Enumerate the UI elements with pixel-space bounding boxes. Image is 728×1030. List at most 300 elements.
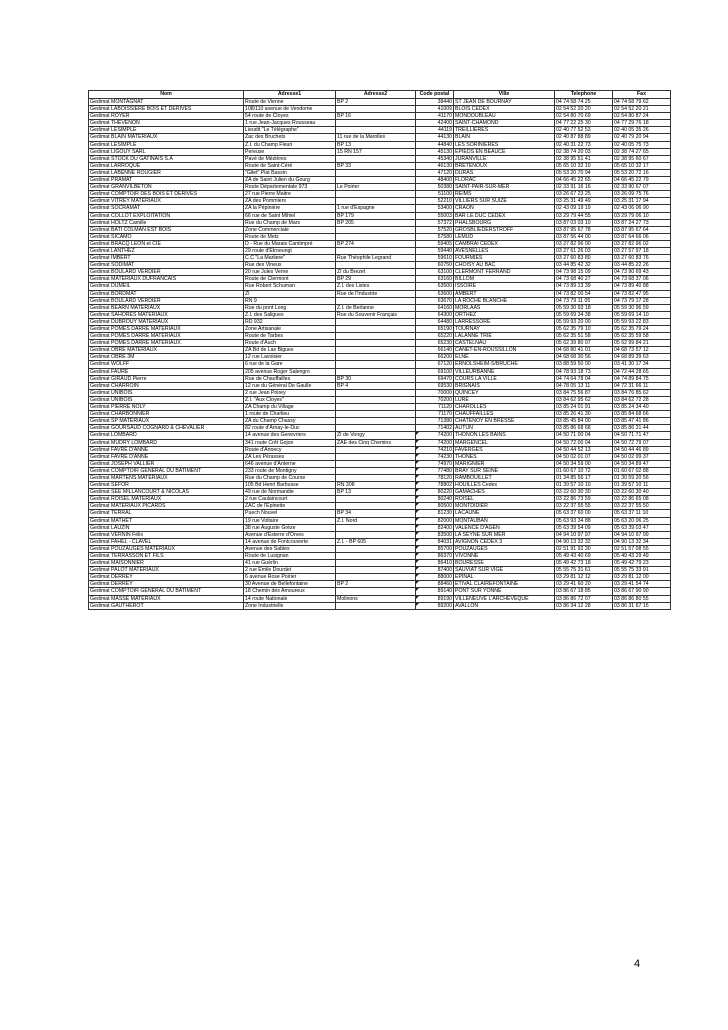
cell-adresse2 <box>336 318 416 325</box>
postal-code-text: 64480 <box>437 318 452 325</box>
cell-code-postal <box>416 517 454 524</box>
cell-adresse2 <box>336 545 416 552</box>
cell-adresse2 <box>336 262 416 269</box>
cell-adresse1: 18 Chemin des Amoureux <box>244 588 336 595</box>
table-row <box>89 226 671 233</box>
cell-ville: ORTHEZ <box>454 311 555 318</box>
table-row <box>89 318 671 325</box>
cell-fax: 05 59 69 14 10 <box>613 311 671 318</box>
cell-ville: MONDOUBLEAU <box>454 113 555 120</box>
cell-adresse2: Rue du Souvenir Français <box>336 311 416 318</box>
cell-adresse1: 2 rue Emile Dourdet <box>244 567 336 574</box>
cell-fax: 04 73 68 37 06 <box>613 276 671 283</box>
cell-fax: 04 68 89 39 63 <box>613 354 671 361</box>
cell-code-postal <box>416 489 454 496</box>
cell-fax: 03 86 67 90 90 <box>613 588 671 595</box>
cell-code-postal <box>416 297 454 304</box>
cell-adresse1: Rue de Chauffailles <box>244 375 336 382</box>
cell-nom: Gedimat JOSEPH VALLIER <box>89 460 244 467</box>
cell-adresse1: "Gilet" Plat Bassin <box>244 169 336 176</box>
cell-telephone: 04 78 93 18 73 <box>555 368 613 375</box>
postal-code-text: 59610 <box>437 255 452 262</box>
cell-nom: Gedimat COMPTOIR GENERAL DU BATIMENT <box>89 588 244 595</box>
cell-adresse2 <box>336 198 416 205</box>
table-row <box>89 510 671 517</box>
cell-nom: Gedimat SEFOR <box>89 482 244 489</box>
cell-telephone: 04 90 13 32 32 <box>555 538 613 545</box>
cell-nom: Gedimat FAHEL - CLAVEL <box>89 538 244 545</box>
postal-code-text: 74200 <box>437 439 452 446</box>
cell-adresse1: 38 rue Auguste Grèze <box>244 524 336 531</box>
cell-fax: 04 72 44 28 65 <box>613 368 671 375</box>
cell-fax: 03 87 95 67 64 <box>613 226 671 233</box>
cell-adresse1: ZA de Saint Julien du Gourg <box>244 177 336 184</box>
cell-telephone: 03 27 60 83 80 <box>555 255 613 262</box>
cell-telephone: 03 87 03 03 10 <box>555 219 613 226</box>
cell-nom: Gedimat MASSE MATERIAUX <box>89 595 244 602</box>
cell-adresse2 <box>336 446 416 453</box>
cell-nom: Gedimat THEVENON <box>89 120 244 127</box>
cell-adresse2: BP 29 <box>336 276 416 283</box>
cell-adresse1: Route d'Annecy <box>244 446 336 453</box>
cell-code-postal <box>416 531 454 538</box>
cell-telephone: 04 50 02 01 07 <box>555 453 613 460</box>
cell-adresse1: 12 rue Lavoisier <box>244 354 336 361</box>
cell-ville: LACAUNE <box>454 510 555 517</box>
cell-adresse1: 20 rue Jules Verne <box>244 269 336 276</box>
cell-adresse1: 2 rue Jean Poirey <box>244 389 336 396</box>
cell-nom: Gedimat OBRE MATERIAUX <box>89 347 244 354</box>
cell-nom: Gedimat ROYER <box>89 113 244 120</box>
cell-ville: ISSOIRE <box>454 283 555 290</box>
cell-ville: PONT SUR YONNE <box>454 588 555 595</box>
table-row <box>89 389 671 396</box>
table-row <box>89 240 671 247</box>
cell-adresse1: Route de Tarbes <box>244 333 336 340</box>
cell-nom: Gedimat BORDMAT <box>89 290 244 297</box>
postal-code-text: 67120 <box>437 361 452 368</box>
cell-adresse1: Lieudit "Le Télégraphe" <box>244 127 336 134</box>
cell-adresse2 <box>336 155 416 162</box>
cell-code-postal <box>416 127 454 134</box>
cell-fax: 05 65 10 32 17 <box>613 162 671 169</box>
cell-ville: LALANNE TRIE <box>454 333 555 340</box>
cell-fax: 03 85 47 41 86 <box>613 418 671 425</box>
cell-fax: 02 43 06 06 90 <box>613 205 671 212</box>
cell-telephone: 03 84 62 95 62 <box>555 396 613 403</box>
cell-fax: 04 66 45 22 79 <box>613 177 671 184</box>
cell-code-postal <box>416 141 454 148</box>
cell-ville: THONES <box>454 453 555 460</box>
cell-ville: BLOIS CEDEX <box>454 106 555 113</box>
cell-nom: Gedimat UNIBOIS <box>89 389 244 396</box>
cell-adresse2: RN 308 <box>336 482 416 489</box>
table-row <box>89 432 671 439</box>
cell-nom: Gedimat BEARN MATERIAUX <box>89 304 244 311</box>
cell-ville: MONTDIDIER <box>454 503 555 510</box>
cell-fax: 02 51 57 08 55 <box>613 545 671 552</box>
cell-telephone: 02 51 91 92 30 <box>555 545 613 552</box>
cell-nom: Gedimat VITREY MATERIAUX <box>89 198 244 205</box>
cell-nom: Gedimat GRANVILBETON <box>89 184 244 191</box>
postal-code-text: 45340 <box>437 155 452 162</box>
cell-adresse2: Molinons <box>336 595 416 602</box>
flag-marker-icon <box>416 560 419 563</box>
cell-fax: 05 59 93 22 83 <box>613 318 671 325</box>
table-row <box>89 283 671 290</box>
flag-marker-icon <box>416 518 419 521</box>
cell-nom: Gedimat COLLOT EXPLOITATION <box>89 212 244 219</box>
cell-adresse1: ZA la Pépinière <box>244 205 336 212</box>
cell-telephone: 03 85 45 84 00 <box>555 418 613 425</box>
cell-telephone: 03 25 31 49 49 <box>555 198 613 205</box>
cell-code-postal <box>416 553 454 560</box>
cell-adresse1: Rue du pont Long <box>244 304 336 311</box>
table-row <box>89 99 671 106</box>
cell-code-postal <box>416 545 454 552</box>
table-row <box>89 503 671 510</box>
table-row <box>89 567 671 574</box>
cell-telephone: 04 50 72 00 04 <box>555 439 613 446</box>
cell-telephone: 03 85 24 01 91 <box>555 404 613 411</box>
flag-marker-icon <box>416 574 419 577</box>
flag-marker-icon <box>416 496 419 499</box>
cell-telephone: 04 78 05 13 11 <box>555 382 613 389</box>
cell-adresse2: Z.I. Nord <box>336 517 416 524</box>
cell-adresse1: ZAC de l'Epinette <box>244 503 336 510</box>
cell-ville: FOURMIES <box>454 255 555 262</box>
cell-telephone: 05 63 37 60 00 <box>555 510 613 517</box>
cell-telephone: 04 68 68 30 56 <box>555 354 613 361</box>
cell-adresse1: 29 route d'Etroeungt <box>244 247 336 254</box>
cell-code-postal <box>416 169 454 176</box>
cell-adresse2: 1 rue d'Espagne <box>336 205 416 212</box>
table-row <box>89 354 671 361</box>
cell-telephone: 05 62 39 80 07 <box>555 340 613 347</box>
cell-ville: ST JEAN DE BOURNAY <box>454 99 555 106</box>
cell-telephone: 05 49 42 73 18 <box>555 560 613 567</box>
cell-telephone: 02 54 80 70 69 <box>555 113 613 120</box>
table-row <box>89 496 671 503</box>
cell-adresse2: BP 13 <box>336 141 416 148</box>
cell-code-postal <box>416 446 454 453</box>
postal-code-text: 71120 <box>437 404 452 411</box>
table-row <box>89 411 671 418</box>
cell-code-postal <box>416 333 454 340</box>
cell-fax: 03 22 86 65 08 <box>613 496 671 503</box>
table-row <box>89 198 671 205</box>
cell-code-postal <box>416 219 454 226</box>
postal-code-text: 46130 <box>437 162 452 169</box>
cell-adresse2 <box>336 524 416 531</box>
cell-adresse1: 205 avenue Roger Salengro <box>244 368 336 375</box>
cell-adresse2 <box>336 560 416 567</box>
cell-telephone: 03 85 86 68 68 <box>555 425 613 432</box>
postal-code-text: 71170 <box>437 411 452 418</box>
table-row <box>89 219 671 226</box>
cell-adresse2: BP 205 <box>336 219 416 226</box>
cell-fax: 03 84 76 85 62 <box>613 389 671 396</box>
cell-fax: 03 27 60 83 76 <box>613 255 671 262</box>
postal-code-text: 78120 <box>437 474 452 481</box>
postal-code-text: 50380 <box>437 184 452 191</box>
cell-ville: POUZAUGES <box>454 545 555 552</box>
cell-telephone: 05 49 43 40 69 <box>555 553 613 560</box>
postal-code-text: 63160 <box>437 276 452 283</box>
postal-code-text: 59405 <box>437 240 452 247</box>
cell-code-postal <box>416 198 454 205</box>
cell-adresse2: BP 16 <box>336 113 416 120</box>
cell-ville: AVIGNON CEDEX 3 <box>454 538 555 545</box>
header-ville: Ville <box>454 91 555 99</box>
cell-ville: QUINCEY <box>454 389 555 396</box>
cell-ville: COURS LA VILLE <box>454 375 555 382</box>
cell-adresse1: Rue Robert Schuman <box>244 283 336 290</box>
cell-nom: Gedimat SODIMAT <box>89 262 244 269</box>
cell-fax: 01 39 57 10 11 <box>613 482 671 489</box>
cell-fax: 04 77 29 76 18 <box>613 120 671 127</box>
cell-telephone: 05 59 93 20 00 <box>555 318 613 325</box>
cell-ville: LA SEYNE SUR MER <box>454 531 555 538</box>
cell-nom: Gedimat COMPTOIR GENERAL DU BATIMENT <box>89 467 244 474</box>
cell-fax: 05 53 20 72 16 <box>613 169 671 176</box>
cell-telephone: 03 29 81 12 12 <box>555 574 613 581</box>
cell-code-postal <box>416 510 454 517</box>
cell-code-postal <box>416 191 454 198</box>
postal-code-text: 65220 <box>437 333 452 340</box>
cell-nom: Gedimat LANTHEZ <box>89 247 244 254</box>
cell-code-postal <box>416 212 454 219</box>
cell-adresse2: BP 30 <box>336 375 416 382</box>
postal-code-text: 59440 <box>437 247 452 254</box>
cell-fax: 05 63 20 06 25 <box>613 517 671 524</box>
table-row <box>89 255 671 262</box>
flag-marker-icon <box>416 546 419 549</box>
cell-telephone: 03 27 61 26 03 <box>555 247 613 254</box>
cell-code-postal <box>416 503 454 510</box>
cell-adresse1: 14 route Nationale <box>244 595 336 602</box>
cell-fax: 04 50 44 46 89 <box>613 446 671 453</box>
cell-code-postal <box>416 233 454 240</box>
postal-code-text: 52210 <box>437 198 452 205</box>
cell-code-postal <box>416 177 454 184</box>
cell-fax: 05 62 35 79 24 <box>613 326 671 333</box>
cell-telephone: 05 53 20 70 94 <box>555 169 613 176</box>
postal-code-text: 78802 <box>437 482 452 489</box>
cell-fax: 04 50 72 79 07 <box>613 439 671 446</box>
table-row <box>89 439 671 446</box>
flag-marker-icon <box>416 553 419 556</box>
cell-telephone: 01 34 85 56 17 <box>555 474 613 481</box>
cell-code-postal <box>416 205 454 212</box>
cell-fax: 04 90 13 32 34 <box>613 538 671 545</box>
cell-code-postal <box>416 340 454 347</box>
cell-adresse1: Route de Vienne <box>244 99 336 106</box>
cell-ville: TREILLIERES <box>454 127 555 134</box>
cell-code-postal <box>416 560 454 567</box>
flag-marker-icon <box>416 475 419 478</box>
flag-marker-icon <box>416 440 419 443</box>
cell-ville: HOUILLES Cedex <box>454 482 555 489</box>
cell-code-postal <box>416 347 454 354</box>
cell-code-postal <box>416 361 454 368</box>
postal-code-text: 82400 <box>437 524 452 531</box>
cell-code-postal <box>416 226 454 233</box>
table-row <box>89 581 671 588</box>
postal-code-text: 89200 <box>437 602 452 609</box>
cell-nom: Gedimat GOURSAUD COGNARD & CHEVALIER <box>89 425 244 432</box>
cell-ville: TOURNAY <box>454 326 555 333</box>
cell-ville: FLORAC <box>454 177 555 184</box>
cell-adresse2: Z.I. des Listes <box>336 283 416 290</box>
cell-ville: EPINAL <box>454 574 555 581</box>
postal-code-text: 63500 <box>437 283 452 290</box>
cell-nom: Gedimat MUDRY LOMBARD <box>89 439 244 446</box>
table-row <box>89 368 671 375</box>
table-row <box>89 602 671 609</box>
postal-code-text: 44130 <box>437 134 452 141</box>
cell-fax: 02 54 80 87 24 <box>613 113 671 120</box>
cell-nom: Gedimat PIERRE NOLY <box>89 404 244 411</box>
cell-nom: Gedimat MATERIAUX DUFRANCAIS <box>89 276 244 283</box>
cell-code-postal <box>416 262 454 269</box>
cell-adresse2: Z.I. de Berlanne <box>336 304 416 311</box>
cell-ville: REIMS <box>454 191 555 198</box>
cell-nom: Gedimat MARTENS MATERIAUX <box>89 474 244 481</box>
table-row <box>89 191 671 198</box>
cell-nom: Gedimat BOULARD VERDIER <box>89 297 244 304</box>
cell-code-postal <box>416 99 454 106</box>
cell-adresse1: 233 route de Montigny <box>244 467 336 474</box>
cell-adresse2 <box>336 411 416 418</box>
cell-ville: ELNE <box>454 354 555 361</box>
cell-ville: SAUVIAT SUR VIGE <box>454 567 555 574</box>
table-row <box>89 396 671 403</box>
cell-telephone: 03 27 82 96 00 <box>555 240 613 247</box>
cell-nom: Gedimat OBRE 3M <box>89 354 244 361</box>
cell-adresse2 <box>336 574 416 581</box>
cell-adresse1: RD 932 <box>244 318 336 325</box>
cell-adresse1: Rue des Vineux <box>244 262 336 269</box>
cell-ville: FAVERGES <box>454 446 555 453</box>
directory-sheet <box>88 90 670 610</box>
postal-code-text: 88460 <box>437 581 452 588</box>
cell-nom: Gedimat MATHET <box>89 517 244 524</box>
table-row <box>89 574 671 581</box>
cell-adresse2 <box>336 233 416 240</box>
cell-code-postal <box>416 524 454 531</box>
table-row <box>89 134 671 141</box>
cell-fax: 04 50 71 71 47 <box>613 432 671 439</box>
cell-ville: CAMBRAI CEDEX <box>454 240 555 247</box>
postal-code-text: 64160 <box>437 304 452 311</box>
cell-fax: 02 54 52 20 21 <box>613 106 671 113</box>
cell-adresse1: 341 route Crêt Gojon <box>244 439 336 446</box>
cell-telephone: 04 74 58 74 25 <box>555 99 613 106</box>
table-row <box>89 474 671 481</box>
postal-code-text: 69470 <box>437 375 452 382</box>
cell-fax: 04 50 34 89 47 <box>613 460 671 467</box>
cell-fax: 03 85 86 31 44 <box>613 425 671 432</box>
cell-telephone: 03 88 59 50 00 <box>555 361 613 368</box>
cell-adresse2 <box>336 120 416 127</box>
cell-adresse2 <box>336 326 416 333</box>
table-row <box>89 595 671 602</box>
cell-nom: Gedimat GIRAUD Pierre <box>89 375 244 382</box>
postal-code-text: 87400 <box>437 567 452 574</box>
cell-code-postal <box>416 467 454 474</box>
table-row <box>89 375 671 382</box>
cell-telephone: 04 66 45 22 65 <box>555 177 613 184</box>
postal-code-text: 84031 <box>437 538 452 545</box>
cell-adresse2 <box>336 354 416 361</box>
cell-adresse2: Le Poirier <box>336 184 416 191</box>
cell-telephone: 04 68 80 41 01 <box>555 347 613 354</box>
cell-nom: Gedimat DERREY <box>89 581 244 588</box>
cell-adresse2 <box>336 389 416 396</box>
table-row <box>89 333 671 340</box>
cell-ville: BRETENOUX <box>454 162 555 169</box>
cell-adresse2 <box>336 467 416 474</box>
cell-adresse1: Zone Commerciale <box>244 226 336 233</box>
cell-fax: 02 40 05 75 73 <box>613 141 671 148</box>
cell-nom: Gedimat MATERIAUX PICARDS <box>89 503 244 510</box>
cell-ville: CANET-EN-ROUSSILLON <box>454 347 555 354</box>
postal-code-text: 53400 <box>437 205 452 212</box>
postal-code-text: 86410 <box>437 560 452 567</box>
cell-fax: 04 74 89 84 75 <box>613 375 671 382</box>
cell-fax: 03 41 30 17 34 <box>613 361 671 368</box>
table-row <box>89 347 671 354</box>
cell-code-postal <box>416 602 454 609</box>
cell-fax: 05 49 43 29 49 <box>613 553 671 560</box>
cell-fax: 02 38 74 27 65 <box>613 148 671 155</box>
cell-fax: 05 62 99 84 21 <box>613 340 671 347</box>
cell-telephone: 05 62 35 51 58 <box>555 333 613 340</box>
cell-nom: Gedimat ROISEL MATERIAUX <box>89 496 244 503</box>
cell-fax: 04 74 58 79 62 <box>613 99 671 106</box>
table-row <box>89 141 671 148</box>
cell-code-postal <box>416 240 454 247</box>
cell-adresse2: BP 13 <box>336 489 416 496</box>
cell-nom: Gedimat LIGOUY SARL <box>89 148 244 155</box>
cell-telephone: 04 74 64 78 04 <box>555 375 613 382</box>
cell-adresse2 <box>336 169 416 176</box>
cell-nom: Gedimat PALOT MATERIAUX <box>89 567 244 574</box>
postal-code-text: 55003 <box>437 212 452 219</box>
cell-nom: Gedimat LARROQUE <box>89 162 244 169</box>
cell-adresse1: Zac des Bruchets <box>244 134 336 141</box>
cell-fax: 03 27 82 96 02 <box>613 240 671 247</box>
cell-adresse1: Z.I. des Saligues <box>244 311 336 318</box>
cell-fax: 02 33 90 67 07 <box>613 184 671 191</box>
cell-telephone: 05 59 30 93 18 <box>555 304 613 311</box>
cell-telephone: 05 63 39 54 09 <box>555 524 613 531</box>
header-nom: Nom <box>89 91 244 99</box>
cell-nom: Gedimat LESIMPLE <box>89 141 244 148</box>
table-row <box>89 127 671 134</box>
cell-fax: 03 22 60 30 40 <box>613 489 671 496</box>
cell-code-postal <box>416 432 454 439</box>
cell-adresse1: Avenue d'Esterre d'Orves <box>244 531 336 538</box>
cell-adresse2 <box>336 404 416 411</box>
flag-marker-icon <box>416 532 419 535</box>
cell-ville: CRAON <box>454 205 555 212</box>
table-row <box>89 290 671 297</box>
cell-adresse1: ZA Champ du Village <box>244 404 336 411</box>
flag-marker-icon <box>416 482 419 485</box>
cell-adresse2 <box>336 531 416 538</box>
